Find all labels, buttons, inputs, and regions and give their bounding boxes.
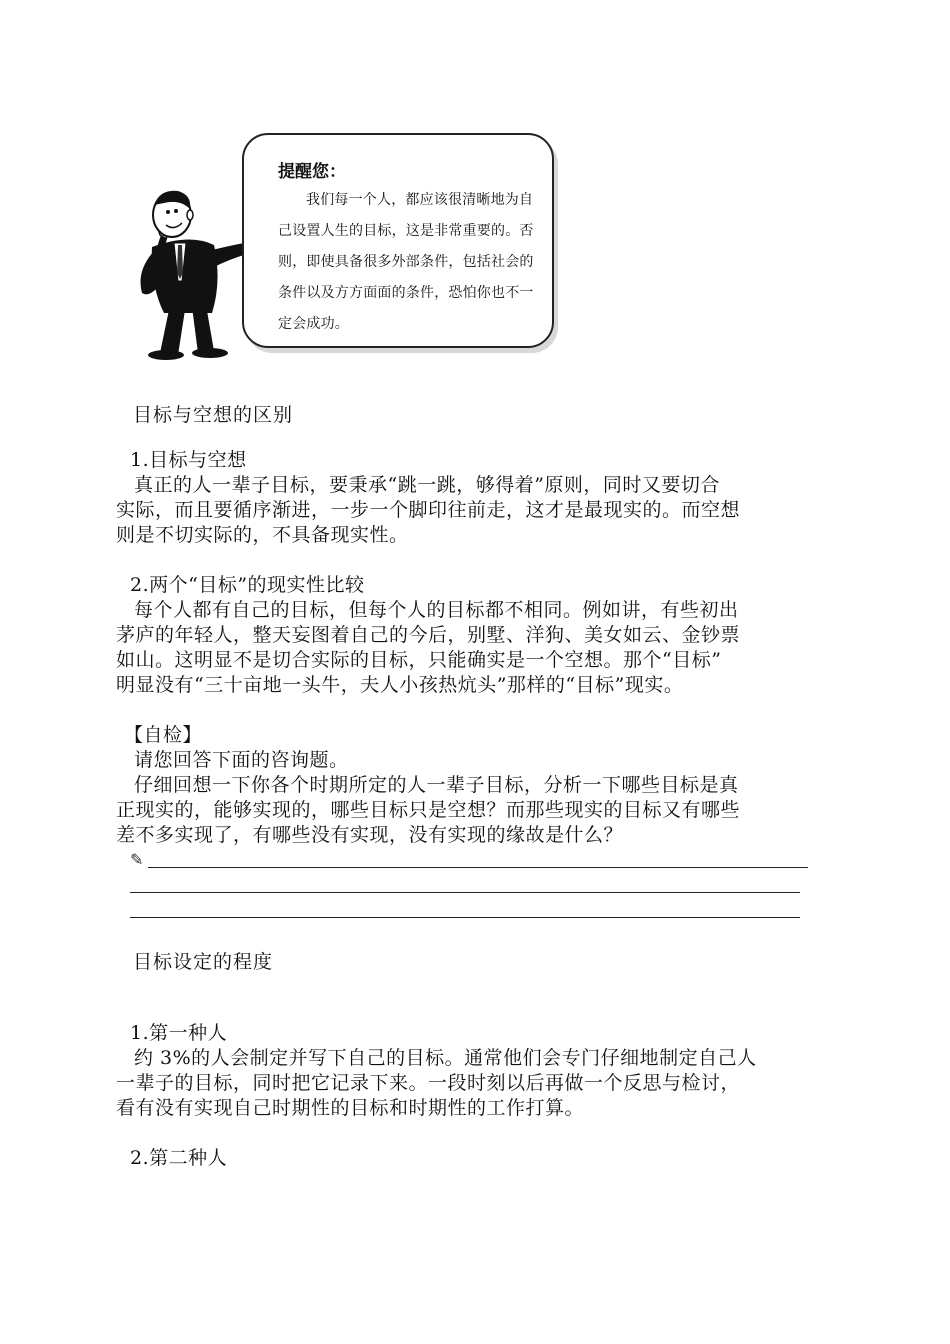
paragraph-line: 明显没有“三十亩地一头牛，夫人小孩热炕头”那样的“目标”现实。 [116, 674, 684, 696]
callout-title: 提醒您： [278, 162, 346, 182]
paragraph-line: 真正的人一辈子目标，要秉承“跳一跳，够得着”原则，同时又要切合 [134, 474, 720, 496]
paragraph-line: 每个人都有自己的目标，但每个人的目标都不相同。例如讲，有些初出 [134, 599, 739, 621]
subheading-first-type: 1.第一种人 [130, 1022, 228, 1044]
paragraph-line: 则是不切实际的，不具备现实性。 [116, 524, 409, 546]
answer-line[interactable] [148, 867, 808, 868]
paragraph-line: 约 3%的人会制定并写下自己的目标。通常他们会专门仔细地制定自己人 [134, 1047, 757, 1069]
paragraph-line: 如山。这明显不是切合实际的目标，只能确实是一个空想。那个“目标” [116, 649, 722, 671]
paragraph-line: 看有没有实现自己时期性的目标和时期性的工作打算。 [116, 1097, 585, 1119]
selfcheck-question-line: 正现实的，能够实现的，哪些目标只是空想？而那些现实的目标又有哪些 [116, 799, 741, 821]
callout-text: 我们每一个人，都应该很清晰地为自己设置人生的目标，这是非常重要的。否则，即使具备很多外部条件，包括社会的条件以及方方面面的条件，恐怕你也不一定会成功。 [278, 192, 534, 332]
selfcheck-question-line: 差不多实现了，有哪些没有实现，没有实现的缘故是什么？ [116, 824, 624, 846]
section-heading-goal-setting-levels: 目标设定的程度 [133, 951, 274, 973]
answer-line[interactable] [130, 917, 800, 918]
paragraph-line: 实际，而且要循序渐进，一步一个脚印往前走，这才是最现实的。而空想 [116, 499, 741, 521]
subheading-two-goals: 2.两个“目标”的现实性比较 [130, 574, 365, 596]
pen-icon: ✎ [130, 850, 144, 869]
subheading-second-type: 2.第二种人 [130, 1147, 228, 1169]
selfcheck-question-line: 仔细回想一下你各个时期所定的人一辈子目标，分析一下哪些目标是真 [134, 774, 739, 796]
subheading-goal-fantasy: 1.目标与空想 [130, 449, 247, 471]
paragraph-line: 茅庐的年轻人，整天妄图着自己的今后，别墅、洋狗、美女如云、金钞票 [116, 624, 741, 646]
selfcheck-prompt: 请您回答下面的咨询题。 [134, 749, 349, 771]
paragraph-line: 一辈子的目标，同时把它记录下来。一段时刻以后再做一个反思与检讨， [116, 1072, 741, 1094]
section-heading-goal-vs-fantasy: 目标与空想的区别 [133, 404, 294, 426]
answer-line[interactable] [130, 892, 800, 893]
selfcheck-title: 【自检】 [124, 724, 203, 746]
reminder-callout [242, 133, 554, 348]
